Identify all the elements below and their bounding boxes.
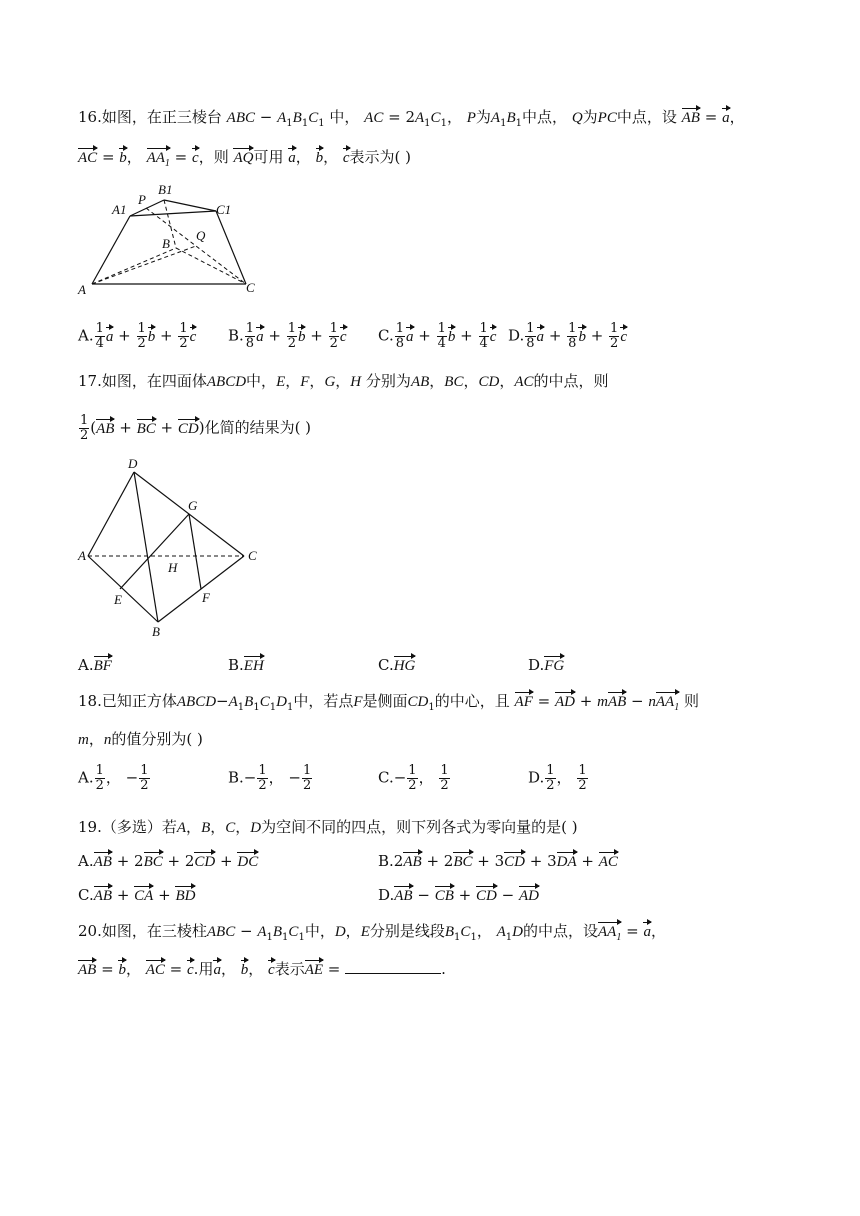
q16-option-d[interactable]: D. $\frac{1}{8}$ a + $\frac{1}{8}$ b + $\frac{1}{2}$ c [508, 321, 627, 351]
q19-line-1: 19.（多选）若A，B，C，D为空间不同的四点，则下列各式为零向量的是( ) [78, 818, 578, 836]
q16-option-a[interactable]: A. $\frac{1}{4}$ a + $\frac{1}{2}$ b + $\frac{1}{2}$ c [78, 321, 197, 351]
q18-line-2: m，n的值分别为( ) [78, 730, 203, 748]
q17-label-c: C [248, 548, 257, 563]
q17-figure [76, 456, 276, 646]
q17-label-g: G [188, 498, 198, 513]
q18-option-c[interactable]: C.− $\frac{1}{2}$ ， $\frac{1}{2}$ [378, 763, 449, 793]
q16-line-2: AC = b， $AA_1 = c$，则 AQ可用 a， b， c表示为( ) [78, 146, 411, 175]
q16-label-b1: B1 [158, 182, 173, 197]
q16-label-a: A [78, 282, 86, 297]
q17-label-e: E [114, 592, 122, 607]
answer-blank[interactable] [345, 959, 441, 974]
q19-option-b[interactable]: B.2AB + 2BC + 3CD + 3DA + AC [378, 850, 618, 873]
q19-option-a[interactable]: A.AB + 2BC + 2CD + DC [78, 850, 258, 873]
q17-option-d[interactable]: D.FG [528, 654, 564, 677]
q16-label-c: C [246, 280, 255, 295]
q18-option-a[interactable]: A. $\frac{1}{2}$ ， − $\frac{1}{2}$ [78, 763, 149, 793]
q16-label-p: P [138, 192, 146, 207]
q17-line-2: $\frac{1}{2}$ (AB + BC + CD)化简的结果为( ) [80, 413, 312, 443]
q16-label-b: B [162, 236, 170, 251]
q16-label-q: Q [196, 228, 206, 243]
q17-option-c[interactable]: C.HG [378, 654, 415, 677]
q16-label-a1: A1 [112, 202, 127, 217]
q19-option-c[interactable]: C.AB + CA + BD [78, 884, 195, 907]
q17-label-f: F [202, 590, 210, 605]
q16-option-b[interactable]: B. $\frac{1}{8}$ a + $\frac{1}{2}$ b + $\frac{1}{2}$ c [228, 321, 347, 351]
q18-option-d[interactable]: D. $\frac{1}{2}$ ， $\frac{1}{2}$ [528, 763, 587, 793]
q17-line-1: 17.如图，在四面体ABCD中，E，F，G，H 分别为AB，BC，CD，AC的中点，则 [78, 372, 609, 390]
q18-option-b[interactable]: B.− $\frac{1}{2}$ ， − $\frac{1}{2}$ [228, 763, 312, 793]
q19-option-d[interactable]: D.AB − CB + CD − AD [378, 884, 539, 907]
q16-label-c1: C1 [216, 202, 232, 217]
q17-label-b: B [152, 624, 160, 639]
q16-option-c[interactable]: C. $\frac{1}{8}$ a + $\frac{1}{4}$ b + $\frac{1}{4}$ c [378, 321, 497, 351]
q17-label-d: D [128, 456, 138, 471]
q18-line-1: 18.已知正方体$ABCD-A_1B_1C_1D_1$中，若点F是侧面$CD_1$的中心，且 AF = AD + mAB − nAA$_1$ 则 [78, 690, 699, 719]
q17-option-b[interactable]: B.EH [228, 654, 264, 677]
q17-label-h: H [168, 560, 178, 575]
q20-line-1: 20.如图，在三棱柱ABC − $A_1B_1C_1$中，D，E分别是线段$B_1C_1$， $A_1D$的中点，设$AA_1 = a$， [78, 920, 666, 949]
q17-label-a: A [78, 548, 86, 563]
q17-option-a[interactable]: A.BF [78, 654, 112, 677]
q20-line-2: AB = b， AC = c.用a， b， c表示AE = . [78, 958, 446, 981]
q16-figure [74, 180, 274, 300]
q16-line-1: 16.如图，在正三棱台 ABC − $A_1B_1C_1$ 中， AC = $2A_1C_1$， P为$A_1B_1$中点， Q为PC中点，设 AB = a， [78, 108, 745, 129]
